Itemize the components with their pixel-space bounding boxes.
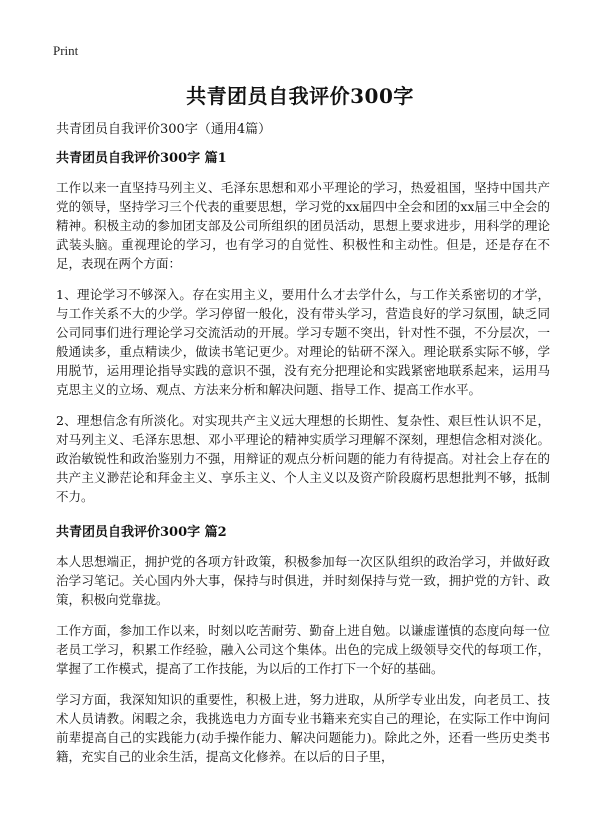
document-subtitle: 共青团员自我评价300字（通用4篇） [56, 122, 272, 137]
paragraph: 学习方面，我深知知识的重要性，积极上进，努力进取，从所学专业出发，向老员工、技术人员请教。闲暇之余，我挑选电力方面专业书籍来充实自己的理论，在实际工作中询问前辈提高自己的实践能力(动手操作能力、解决问题能力)。除此之外，还看一些历史类书籍，充实自己的业余生活，提高文化修养。在以后的日子里， [56, 692, 550, 764]
paragraph: 1、理论学习不够深入。存在实用主义，要用什么才去学什么，与工作关系密切的才学，与工作关系不大的少学。学习停留一般化，没有带头学习，营造良好的学习氛围，缺乏同公司同事们进行理论学习交流活动的开展。学习专题不突出，针对性不强，不分层次，一般通读多，重点精读少，做读书笔记更少。对理论的钻研不深入。理论联系实际不够，学用脱节，运用理论指导实践的意识不强，没有充分把理论和实践紧密地联系起来，运用马克思主义的立场、观点、方法来分析和解决问题、指导工作、提高工作水平。 [56, 287, 550, 397]
section-1 [56, 150, 550, 506]
print-link[interactable]: Print [53, 43, 79, 58]
section-heading: 共青团员自我评价300字 篇1 [56, 151, 227, 166]
paragraph: 工作以来一直坚持马列主义、毛泽东思想和邓小平理论的学习，热爱祖国，坚持中国共产党的领导，坚持学习三个代表的重要思想，学习党的xx届四中全会和团的xx届三中全会的精神。积极主动的参加团支部及公司所组织的团员活动，思想上要求进步，用科学的理论武装头脑。重视理论的学习，也有学习的自觉性、积极性和主动性。但是，还是存在不足，表现在两个方面： [56, 180, 550, 271]
paragraph: 本人思想端正，拥护党的各项方针政策，积极参加每一次区队组织的政治学习，并做好政治学习笔记。关心国内外大事，保持与时俱进，并时刻保持与党一致，拥护党的方针、政策，积极向党靠拢。 [56, 554, 550, 607]
paragraph: 工作方面，参加工作以来，时刻以吃苦耐劳、勤奋上进自勉。以谦虚谨慎的态度向每一位老员工学习，积累工作经验，融入公司这个集体。出色的完成上级领导交代的每项工作，掌握了工作模式，提高了工作技能，为以后的工作打下一个好的基础。 [56, 623, 550, 676]
document-body [56, 150, 550, 778]
page-title: 共青团员自我评价300字 [186, 84, 414, 108]
paragraph: 2、理想信念有所淡化。对实现共产主义远大理想的长期性、复杂性、艰巨性认识不足，对马列主义、毛泽东思想、邓小平理论的精神实质学习理解不深刻，理想信念相对淡化。政治敏锐性和政治鉴别力不强，用辩证的观点分析问题的能力有待提高。对社会上存在的共产主义渺茫论和拜金主义、享乐主义、个人主义以及资产阶段腐朽思想批判不够，抵制不力。 [56, 413, 550, 504]
section-2 [56, 524, 550, 766]
section-heading: 共青团员自我评价300字 篇2 [56, 525, 227, 540]
